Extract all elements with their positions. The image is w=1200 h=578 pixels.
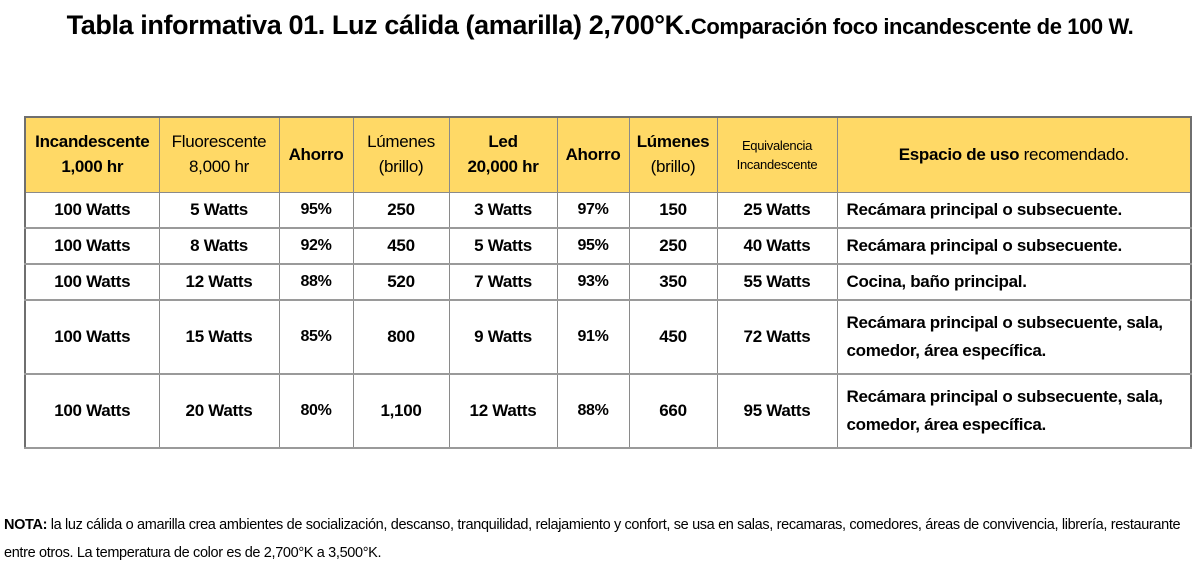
header-espacio-normal: recomendado. [1019, 144, 1129, 164]
cell-incandescente: 100 Watts [25, 300, 159, 374]
title-subtitle: Comparación foco incandescente de 100 W. [690, 14, 1134, 39]
header-lumenes-1-line2: (brillo) [378, 157, 424, 176]
cell-lumenes-2: 660 [629, 374, 717, 448]
comparison-table [24, 116, 1192, 449]
header-lumenes-2-line1: Lúmenes [636, 132, 710, 152]
page-title [0, 10, 1200, 41]
cell-lumenes-2: 250 [629, 228, 717, 264]
cell-incandescente: 100 Watts [25, 264, 159, 300]
header-incandescente-line1: Incandescente [35, 132, 150, 152]
table-row [25, 264, 1191, 300]
header-equivalencia [717, 117, 837, 193]
header-lumenes-1 [353, 117, 449, 193]
cell-lumenes-2: 450 [629, 300, 717, 374]
header-espacio-bold: Espacio de uso [898, 144, 1020, 164]
cell-espacio: Recámara principal o subsecuente, sala, comedor, área específica. [837, 374, 1191, 448]
header-equivalencia-line1: Equivalencia [741, 137, 813, 153]
cell-espacio: Recámara principal o subsecuente, sala, comedor, área específica. [837, 300, 1191, 374]
header-espacio [837, 117, 1191, 193]
table-row [25, 300, 1191, 374]
cell-led: 7 Watts [449, 264, 557, 300]
cell-ahorro-2: 97% [557, 193, 629, 229]
cell-fluorescente: 8 Watts [159, 228, 279, 264]
table-body [25, 193, 1191, 449]
cell-ahorro-1: 88% [279, 264, 353, 300]
title-main: Tabla informativa 01. Luz cálida (amarilla) 2,700°K. [66, 10, 691, 40]
footnote-label: NOTA: [4, 517, 48, 533]
cell-incandescente: 100 Watts [25, 374, 159, 448]
header-led [449, 117, 557, 193]
cell-fluorescente: 15 Watts [159, 300, 279, 374]
header-equivalencia-line2: Incandescente [736, 157, 818, 172]
comparison-table-container [24, 116, 1190, 449]
header-fluorescente-line1: Fluorescente [171, 132, 267, 152]
cell-ahorro-1: 95% [279, 193, 353, 229]
cell-equivalencia: 72 Watts [717, 300, 837, 374]
header-row [25, 117, 1191, 193]
cell-lumenes-1: 1,100 [353, 374, 449, 448]
cell-lumenes-1: 800 [353, 300, 449, 374]
cell-espacio: Cocina, baño principal. [837, 264, 1191, 300]
cell-equivalencia: 25 Watts [717, 193, 837, 229]
cell-incandescente: 100 Watts [25, 193, 159, 229]
cell-equivalencia: 55 Watts [717, 264, 837, 300]
header-fluorescente [159, 117, 279, 193]
cell-fluorescente: 12 Watts [159, 264, 279, 300]
cell-lumenes-2: 350 [629, 264, 717, 300]
cell-led: 3 Watts [449, 193, 557, 229]
header-fluorescente-line2: 8,000 hr [189, 157, 249, 176]
cell-incandescente: 100 Watts [25, 228, 159, 264]
header-incandescente-line2: 1,000 hr [61, 157, 124, 176]
header-lumenes-2 [629, 117, 717, 193]
cell-lumenes-1: 520 [353, 264, 449, 300]
cell-espacio: Recámara principal o subsecuente. [837, 193, 1191, 229]
header-incandescente [25, 117, 159, 193]
cell-fluorescente: 5 Watts [159, 193, 279, 229]
cell-ahorro-2: 95% [557, 228, 629, 264]
cell-led: 12 Watts [449, 374, 557, 448]
cell-equivalencia: 95 Watts [717, 374, 837, 448]
header-ahorro-1: Ahorro [279, 117, 353, 193]
cell-ahorro-2: 88% [557, 374, 629, 448]
cell-lumenes-1: 250 [353, 193, 449, 229]
header-led-line1: Led [488, 132, 518, 152]
cell-lumenes-1: 450 [353, 228, 449, 264]
cell-ahorro-2: 91% [557, 300, 629, 374]
cell-led: 5 Watts [449, 228, 557, 264]
cell-espacio: Recámara principal o subsecuente. [837, 228, 1191, 264]
header-led-line2: 20,000 hr [467, 157, 539, 176]
footnote [4, 511, 1196, 567]
footnote-text: la luz cálida o amarilla crea ambientes de socialización, descanso, tranquilidad, relajamiento y confort, se usa en salas, recamaras, comedores, áreas de convivencia, librería, restaurante entre otros. La temperatura de color es de 2,700°K a 3,500°K. [4, 517, 1181, 561]
cell-ahorro-1: 85% [279, 300, 353, 374]
cell-equivalencia: 40 Watts [717, 228, 837, 264]
cell-ahorro-1: 80% [279, 374, 353, 448]
table-row [25, 228, 1191, 264]
cell-lumenes-2: 150 [629, 193, 717, 229]
header-lumenes-1-line1: Lúmenes [367, 132, 435, 152]
table-header [25, 117, 1191, 193]
cell-fluorescente: 20 Watts [159, 374, 279, 448]
cell-led: 9 Watts [449, 300, 557, 374]
cell-ahorro-2: 93% [557, 264, 629, 300]
table-row [25, 193, 1191, 229]
header-lumenes-2-line2: (brillo) [650, 157, 696, 176]
cell-ahorro-1: 92% [279, 228, 353, 264]
table-row [25, 374, 1191, 448]
header-ahorro-2: Ahorro [557, 117, 629, 193]
